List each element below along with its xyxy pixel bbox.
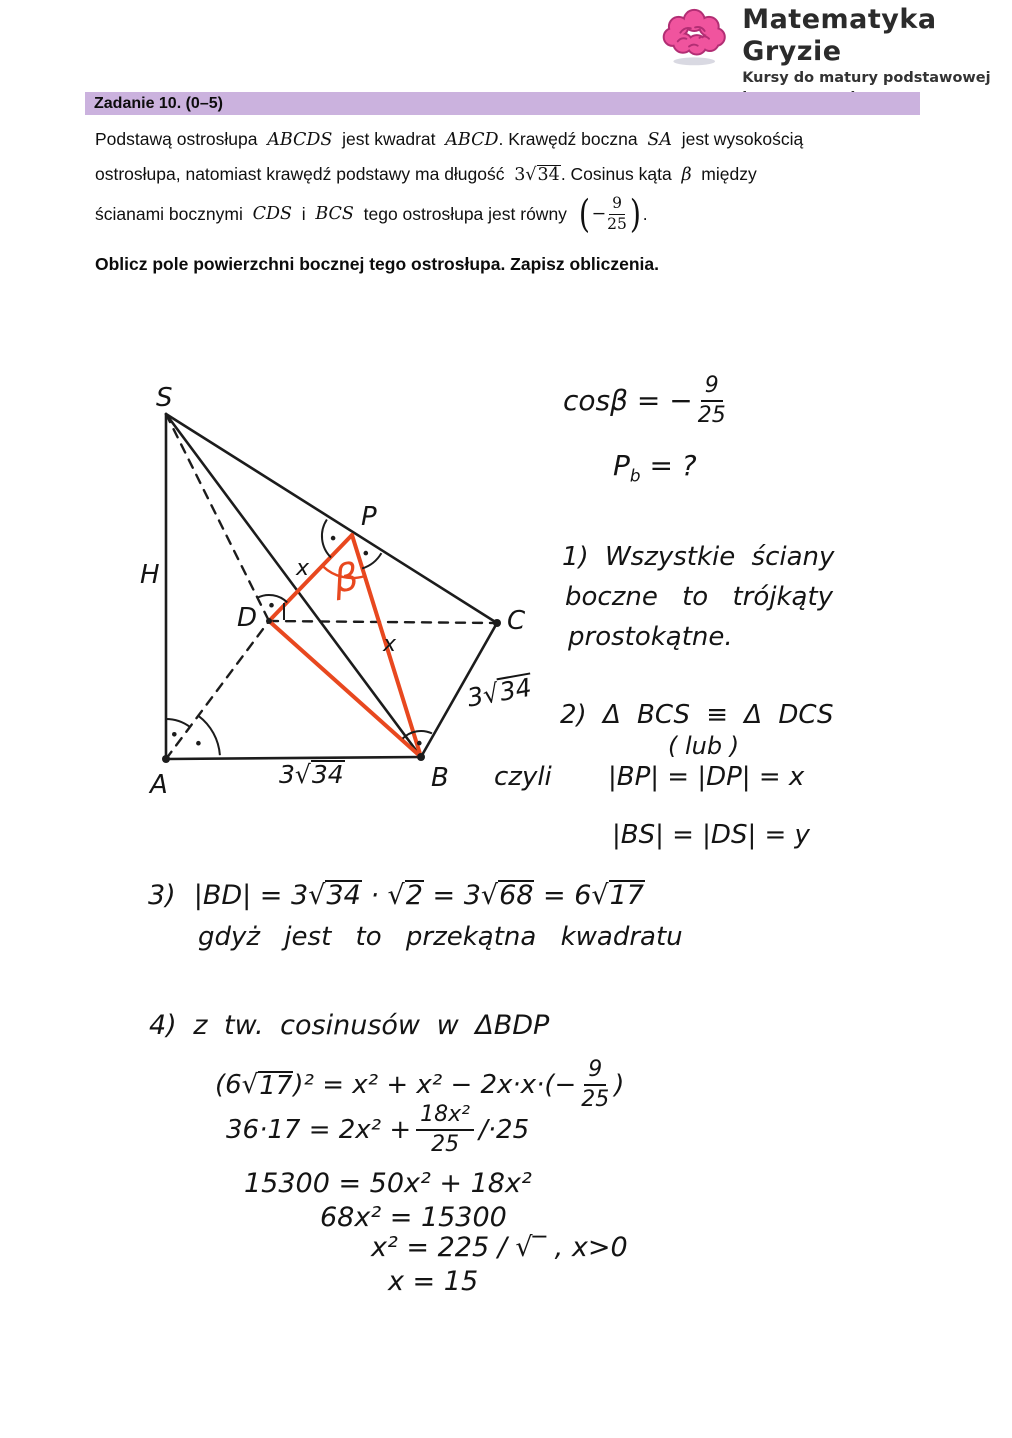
fraction-denominator: 25 — [581, 1087, 610, 1113]
math-term: 3√ — [514, 165, 537, 185]
angle-dot-P-left — [331, 536, 336, 541]
note-step3-line2: gdyż jest to przekątna kwadratu — [198, 922, 683, 952]
task-header-bar: Zadanie 10. (0–5) — [85, 92, 920, 115]
minus-sign: − — [591, 204, 607, 225]
equation-part: = 3√ — [423, 880, 499, 911]
segment-label-x2: x — [383, 632, 397, 657]
text: tego ostrosłupa jest równy — [353, 203, 577, 224]
fraction — [698, 374, 726, 428]
angle-dot-D — [269, 603, 274, 608]
instruction-text: Oblicz pole powierzchni bocznej tego ostrosłupa. Zapisz obliczenia. — [95, 254, 659, 274]
fraction — [607, 195, 627, 234]
fraction-denominator: 25 — [431, 1132, 460, 1158]
note-step1-line2: boczne to trójkąty — [565, 582, 834, 612]
note-step4-eq2 — [226, 1103, 529, 1157]
text: jest wysokością — [671, 129, 804, 149]
math-radicand: 34 — [537, 165, 560, 185]
vertex-label-D: D — [237, 603, 258, 633]
note-step2-line1: 2) Δ BCS ≡ Δ DCS — [560, 700, 834, 730]
equals-question: = ? — [640, 449, 697, 482]
note-solve-line1: 15300 = 50x² + 18x² — [244, 1168, 532, 1199]
text: Podstawą ostrosłupa — [95, 129, 268, 149]
fraction-numerator: 9 — [584, 1058, 606, 1086]
fraction — [416, 1103, 474, 1157]
subscript-b: b — [629, 465, 641, 486]
fraction-denominator: 25 — [607, 214, 627, 233]
edge-SB — [166, 414, 421, 757]
note-step2-lub: ( lub ) — [668, 732, 740, 760]
equation-part: |BD| = 3√ — [193, 880, 326, 911]
math-term: β — [681, 165, 692, 185]
angle-arc-P-left — [322, 520, 331, 558]
note-step1-line3: prostokątne. — [568, 622, 733, 652]
open-paren: ( — [578, 192, 590, 237]
angle-dot-A1 — [172, 732, 177, 737]
text: . Krawędź boczna — [498, 129, 648, 149]
note-step2-line3: |BP| = |DP| = x — [608, 762, 805, 792]
fraction — [581, 1058, 609, 1112]
vertex-label-S: S — [156, 383, 173, 413]
vertex-dot-B — [417, 753, 425, 761]
logo-title: Matematyka Gryzie — [742, 4, 937, 67]
height-label-H: H — [140, 560, 160, 590]
angle-arc-A2 — [199, 716, 220, 755]
angle-dot-P-right — [364, 551, 369, 556]
radical-coef: 3√ — [279, 760, 311, 789]
problem-line-1 — [95, 122, 935, 157]
note-solve-line4: x = 15 — [388, 1266, 479, 1297]
fraction-numerator: 9 — [701, 374, 723, 402]
pyramid-diagram — [118, 365, 543, 815]
logo-subtitle-1: Kursy do matury podstawowej — [742, 70, 991, 86]
note-pb-question — [613, 447, 697, 487]
vertex-dot-C — [493, 619, 501, 627]
fraction-numerator: 18x² — [416, 1103, 474, 1131]
text: między — [691, 164, 757, 184]
radical-coef: 3√ — [464, 678, 502, 713]
angle-arc-A1 — [166, 719, 190, 727]
note-czyli: czyli — [494, 762, 552, 792]
radicand: 34 — [311, 760, 344, 789]
angle-arc-P-right — [362, 553, 381, 568]
vertex-label-A: A — [150, 770, 168, 800]
text: ostrosłupa, natomiast krawędź podstawy ma długość — [95, 164, 515, 184]
note-solve-line3: x² = 225 / √‾ , x>0 — [371, 1232, 628, 1263]
text: ścianami bocznymi — [95, 203, 253, 224]
note-cos-beta — [563, 374, 731, 428]
math-term: BCS — [315, 204, 354, 225]
note-step4-head: 4) z tw. cosinusów w ΔBDP — [149, 1010, 550, 1041]
text: . Cosinus kąta — [560, 164, 682, 184]
segment-label-x1: x — [296, 556, 310, 581]
angle-dot-A2 — [196, 741, 201, 746]
problem-paragraph — [95, 122, 935, 237]
equation-part: = 6√ — [534, 880, 609, 911]
equation-part: )² = x² + x² − 2x·x·(− — [293, 1069, 577, 1100]
math-term: CDS — [252, 204, 292, 225]
step-number: 3) — [148, 880, 176, 911]
radicand: 68 — [499, 880, 534, 911]
fraction-numerator: 9 — [609, 195, 625, 215]
vertex-dot-D — [266, 618, 272, 624]
math-term: ABCD — [445, 130, 499, 150]
math-term: SA — [647, 130, 672, 150]
edge-DC-hidden — [269, 621, 497, 623]
text: . — [642, 203, 648, 224]
vertex-label-B: B — [431, 763, 449, 793]
note-solve-line2: 68x² = 15300 — [320, 1202, 507, 1233]
note-step3-line1 — [148, 878, 645, 914]
radicand: 34 — [497, 672, 534, 707]
point-label-P: P — [361, 502, 377, 532]
radicand: 17 — [609, 880, 644, 911]
angle-dot-B — [417, 741, 422, 746]
problem-line-2 — [95, 157, 935, 192]
edge-AD-hidden — [166, 621, 269, 759]
radicand: 17 — [259, 1070, 293, 1101]
angle-label-beta: β — [331, 554, 362, 602]
text: i — [291, 203, 316, 224]
equation-part: 36·17 = 2x² + — [226, 1114, 412, 1145]
text: jest kwadrat — [332, 129, 446, 149]
note-step1-line1: 1) Wszystkie ściany — [562, 542, 835, 572]
radicand: 2 — [405, 880, 423, 911]
fraction-denominator: 25 — [697, 403, 726, 429]
radicand: 34 — [326, 880, 361, 911]
equation-part: (6√ — [215, 1069, 259, 1100]
close-paren: ) — [629, 192, 641, 237]
equation-part: · √ — [361, 880, 405, 911]
length-label-AB — [279, 760, 345, 789]
cos-expression: cosβ = − — [563, 384, 693, 418]
edge-SC — [166, 414, 497, 623]
problem-line-3 — [95, 192, 935, 237]
edge-AB — [166, 757, 421, 759]
equation-part: ) — [614, 1069, 625, 1100]
brain-icon — [656, 4, 734, 70]
math-term: ABCDS — [267, 130, 333, 150]
vertex-dot-A — [162, 755, 170, 763]
vertex-label-C: C — [507, 606, 526, 636]
note-step2-line4: |BS| = |DS| = y — [612, 820, 810, 850]
equation-part: /·25 — [479, 1114, 530, 1145]
symbol-P: P — [613, 449, 630, 482]
angle-arc-D — [257, 595, 287, 602]
